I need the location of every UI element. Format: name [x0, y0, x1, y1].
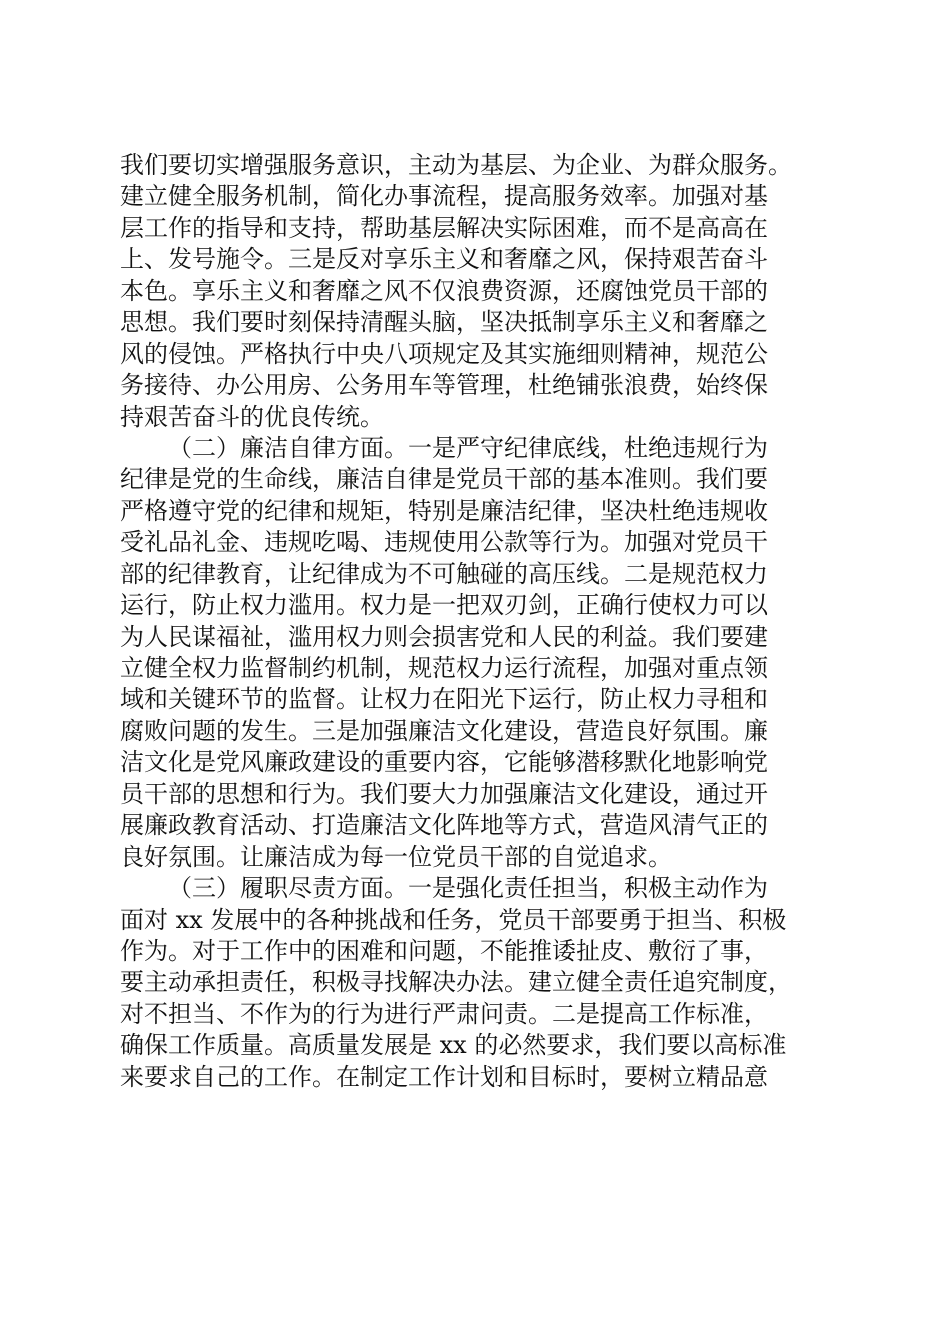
- text-line: 建立健全服务机制，简化办事流程，提高服务效率。加强对基: [120, 182, 768, 211]
- text-line: 要主动承担责任，积极寻找解决办法。建立健全责任追究制度，: [120, 968, 792, 997]
- text-line: 来要求自己的工作。在制定工作计划和目标时，要树立精品意: [120, 1062, 768, 1091]
- text-line: 确保工作质量。高质量发展是 xx 的必然要求，我们要以高标准: [120, 1031, 787, 1060]
- text-line: 对不担当、不作为的行为进行严肃问责。二是提高工作标准，: [120, 999, 768, 1028]
- text-line: 腐败问题的发生。三是加强廉洁文化建设，营造良好氛围。廉: [120, 716, 768, 745]
- text-line: 风的侵蚀。严格执行中央八项规定及其实施细则精神，规范公: [120, 339, 768, 368]
- section-heading-line: （三）履职尽责方面。一是强化责任担当，积极主动作为: [168, 874, 768, 903]
- text-line: 上、发号施令。三是反对享乐主义和奢靡之风，保持艰苦奋斗: [120, 245, 768, 274]
- section-heading-line: （二）廉洁自律方面。一是严守纪律底线，杜绝违规行为: [168, 433, 768, 462]
- text-line: 持艰苦奋斗的优良传统。: [120, 402, 384, 431]
- text-line: 面对 xx 发展中的各种挑战和任务，党员干部要勇于担当、积极: [120, 905, 787, 934]
- text-line: 为人民谋福祉，滥用权力则会损害党和人民的利益。我们要建: [120, 622, 768, 651]
- text-line: 务接待、办公用房、公务用车等管理，杜绝铺张浪费，始终保: [120, 371, 768, 400]
- text-line: 作为。对于工作中的困难和问题，不能推诿扯皮、敷衍了事，: [120, 936, 768, 965]
- text-line: 我们要切实增强服务意识，主动为基层、为企业、为群众服务。: [120, 151, 792, 179]
- text-line: 域和关键环节的监督。让权力在阳光下运行，防止权力寻租和: [120, 685, 768, 714]
- text-line: 部的纪律教育，让纪律成为不可触碰的高压线。二是规范权力: [120, 559, 768, 588]
- text-line: 本色。享乐主义和奢靡之风不仅浪费资源，还腐蚀党员干部的: [120, 276, 768, 305]
- text-line: 纪律是党的生命线，廉洁自律是党员干部的基本准则。我们要: [120, 465, 768, 494]
- text-line: 洁文化是党风廉政建设的重要内容，它能够潜移默化地影响党: [120, 748, 768, 777]
- text-line: 受礼品礼金、违规吃喝、违规使用公款等行为。加强对党员干: [120, 528, 768, 557]
- text-line: 良好氛围。让廉洁成为每一位党员干部的自觉追求。: [120, 842, 672, 871]
- text-line: 立健全权力监督制约机制，规范权力运行流程，加强对重点领: [120, 654, 768, 682]
- document-body: [120, 150, 840, 1093]
- text-line: 运行，防止权力滥用。权力是一把双刃剑，正确行使权力可以: [120, 591, 768, 620]
- text-line: 员干部的思想和行为。我们要大力加强廉洁文化建设，通过开: [120, 779, 768, 808]
- text-line: 思想。我们要时刻保持清醒头脑，坚决抵制享乐主义和奢靡之: [120, 308, 768, 337]
- text-line: 展廉政教育活动、打造廉洁文化阵地等方式，营造风清气正的: [120, 811, 768, 840]
- text-line: 严格遵守党的纪律和规矩，特别是廉洁纪律，坚决杜绝违规收: [120, 496, 768, 525]
- text-line: 层工作的指导和支持，帮助基层解决实际困难，而不是高高在: [120, 213, 768, 242]
